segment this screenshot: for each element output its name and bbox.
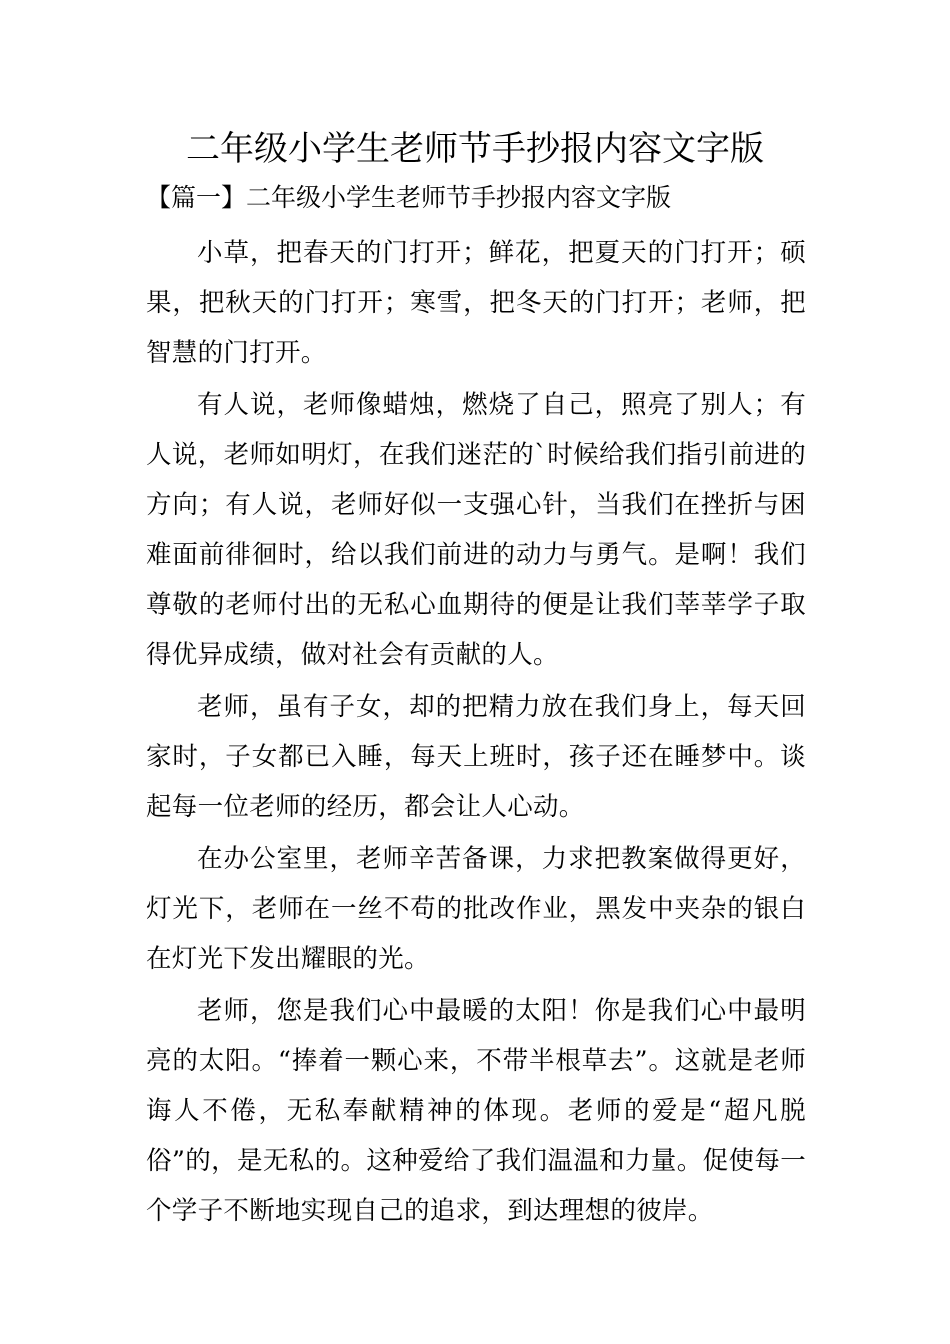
paragraph-3: 老师，虽有子女，却的把精力放在我们身上，每天回家时，子女都已入睡，每天上班时，孩子还在睡梦中。谈起每一位老师的经历，都会让人心动。 [146, 692, 806, 822]
document-title: 二年级小学生老师节手抄报内容文字版 [186, 129, 764, 169]
paragraph-1: 小草，把春天的门打开；鲜花，把夏天的门打开；硕果，把秋天的门打开；寒雪，把冬天的门打开；老师，把智慧的门打开。 [146, 238, 806, 368]
section-heading: 【篇一】二年级小学生老师节手抄报内容文字版 [146, 183, 672, 212]
document-body [146, 228, 806, 1238]
paragraph-2: 有人说，老师像蜡烛，燃烧了自己，照亮了别人；有人说，老师如明灯，在我们迷茫的`时候给我们指引前进的方向；有人说，老师好似一支强心针，当我们在挫折与困难面前徘徊时，给以我们前进的动力与勇气。是啊！我们尊敬的老师付出的无私心血期待的便是让我们莘莘学子取得优异成绩，做对社会有贡献的人。 [146, 390, 806, 670]
paragraph-4: 在办公室里，老师辛苦备课，力求把教案做得更好，灯光下，老师在一丝不苟的批改作业，黑发中夹杂的银白在灯光下发出耀眼的光。 [146, 844, 806, 974]
paragraph-5: 老师，您是我们心中最暖的太阳！你是我们心中最明亮的太阳。“捧着一颗心来，不带半根草去”。这就是老师诲人不倦，无私奉献精神的体现。老师的爱是“超凡脱俗”的，是无私的。这种爱给了我们温温和力量。促使每一个学子不断地实现自己的追求，到达理想的彼岸。 [146, 996, 806, 1226]
